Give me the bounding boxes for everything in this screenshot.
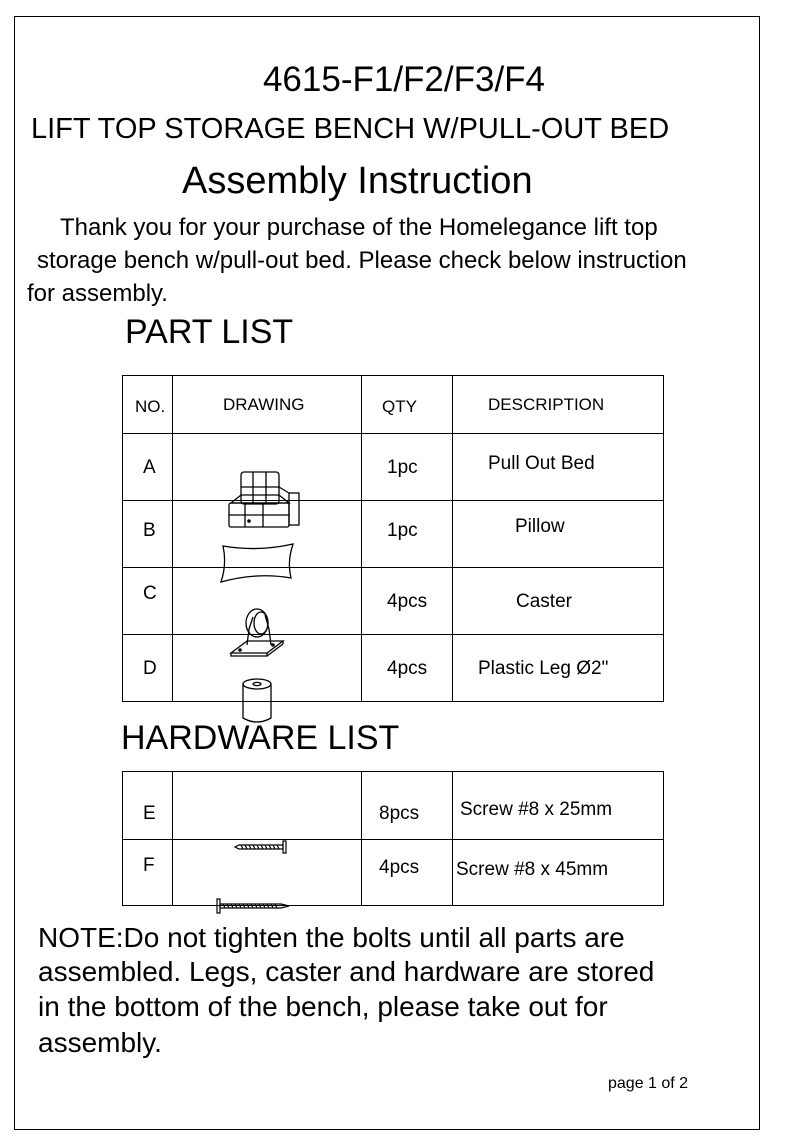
hardware-description: Screw #8 x 25mm bbox=[453, 772, 664, 840]
table-row bbox=[123, 501, 664, 568]
page-number: page 1 of 2 bbox=[608, 1075, 689, 1092]
hardware-list-title: HARDWARE LIST bbox=[121, 719, 400, 757]
header-description: DESCRIPTION bbox=[453, 376, 664, 434]
header-qty: QTY bbox=[362, 376, 453, 434]
note-line-2: assembled. Legs, caster and hardware are stored bbox=[38, 956, 655, 987]
model-number: 4615-F1/F2/F3/F4 bbox=[262, 60, 546, 99]
part-drawing bbox=[173, 635, 362, 702]
part-description: Plastic Leg Ø2" bbox=[453, 635, 664, 702]
document-subtitle: Assembly Instruction bbox=[182, 160, 533, 202]
part-list-table bbox=[122, 375, 664, 702]
hardware-no: F bbox=[123, 840, 173, 906]
part-no: A bbox=[123, 434, 173, 501]
note-line-4: assembly. bbox=[38, 1027, 162, 1058]
part-no: D bbox=[123, 635, 173, 702]
intro-line-2: storage bench w/pull-out bed. Please check below instruction bbox=[37, 247, 687, 274]
hardware-qty: 8pcs bbox=[362, 772, 453, 840]
part-no: C bbox=[123, 568, 173, 635]
part-drawing bbox=[173, 501, 362, 568]
part-qty: 1pc bbox=[362, 501, 453, 568]
part-qty: 4pcs bbox=[362, 635, 453, 702]
part-drawing bbox=[173, 568, 362, 635]
part-description: Pillow bbox=[453, 501, 664, 568]
table-row bbox=[123, 434, 664, 501]
header-drawing: DRAWING bbox=[173, 376, 362, 434]
intro-line-1: Thank you for your purchase of the Homelegance lift top bbox=[60, 214, 658, 241]
part-qty: 1pc bbox=[362, 434, 453, 501]
table-row bbox=[123, 840, 664, 906]
header-no: NO. bbox=[123, 376, 173, 434]
part-drawing bbox=[173, 434, 362, 501]
product-name: LIFT TOP STORAGE BENCH W/PULL-OUT BED bbox=[31, 113, 670, 145]
hardware-drawing bbox=[173, 772, 362, 840]
part-no: B bbox=[123, 501, 173, 568]
part-list-header-row bbox=[123, 376, 664, 434]
part-description: Pull Out Bed bbox=[453, 434, 664, 501]
part-qty: 4pcs bbox=[362, 568, 453, 635]
note-line-1: NOTE:Do not tighten the bolts until all parts are bbox=[38, 922, 625, 953]
table-row bbox=[123, 772, 664, 840]
intro-line-3: for assembly. bbox=[27, 280, 168, 307]
hardware-list-table bbox=[122, 771, 664, 906]
table-row bbox=[123, 635, 664, 702]
note-line-3: in the bottom of the bench, please take out for bbox=[38, 991, 608, 1022]
table-row bbox=[123, 568, 664, 635]
part-description: Caster bbox=[453, 568, 664, 635]
hardware-drawing bbox=[173, 840, 362, 906]
hardware-description: Screw #8 x 45mm bbox=[453, 840, 664, 906]
hardware-qty: 4pcs bbox=[362, 840, 453, 906]
hardware-no: E bbox=[123, 772, 173, 840]
part-list-title: PART LIST bbox=[125, 313, 294, 351]
